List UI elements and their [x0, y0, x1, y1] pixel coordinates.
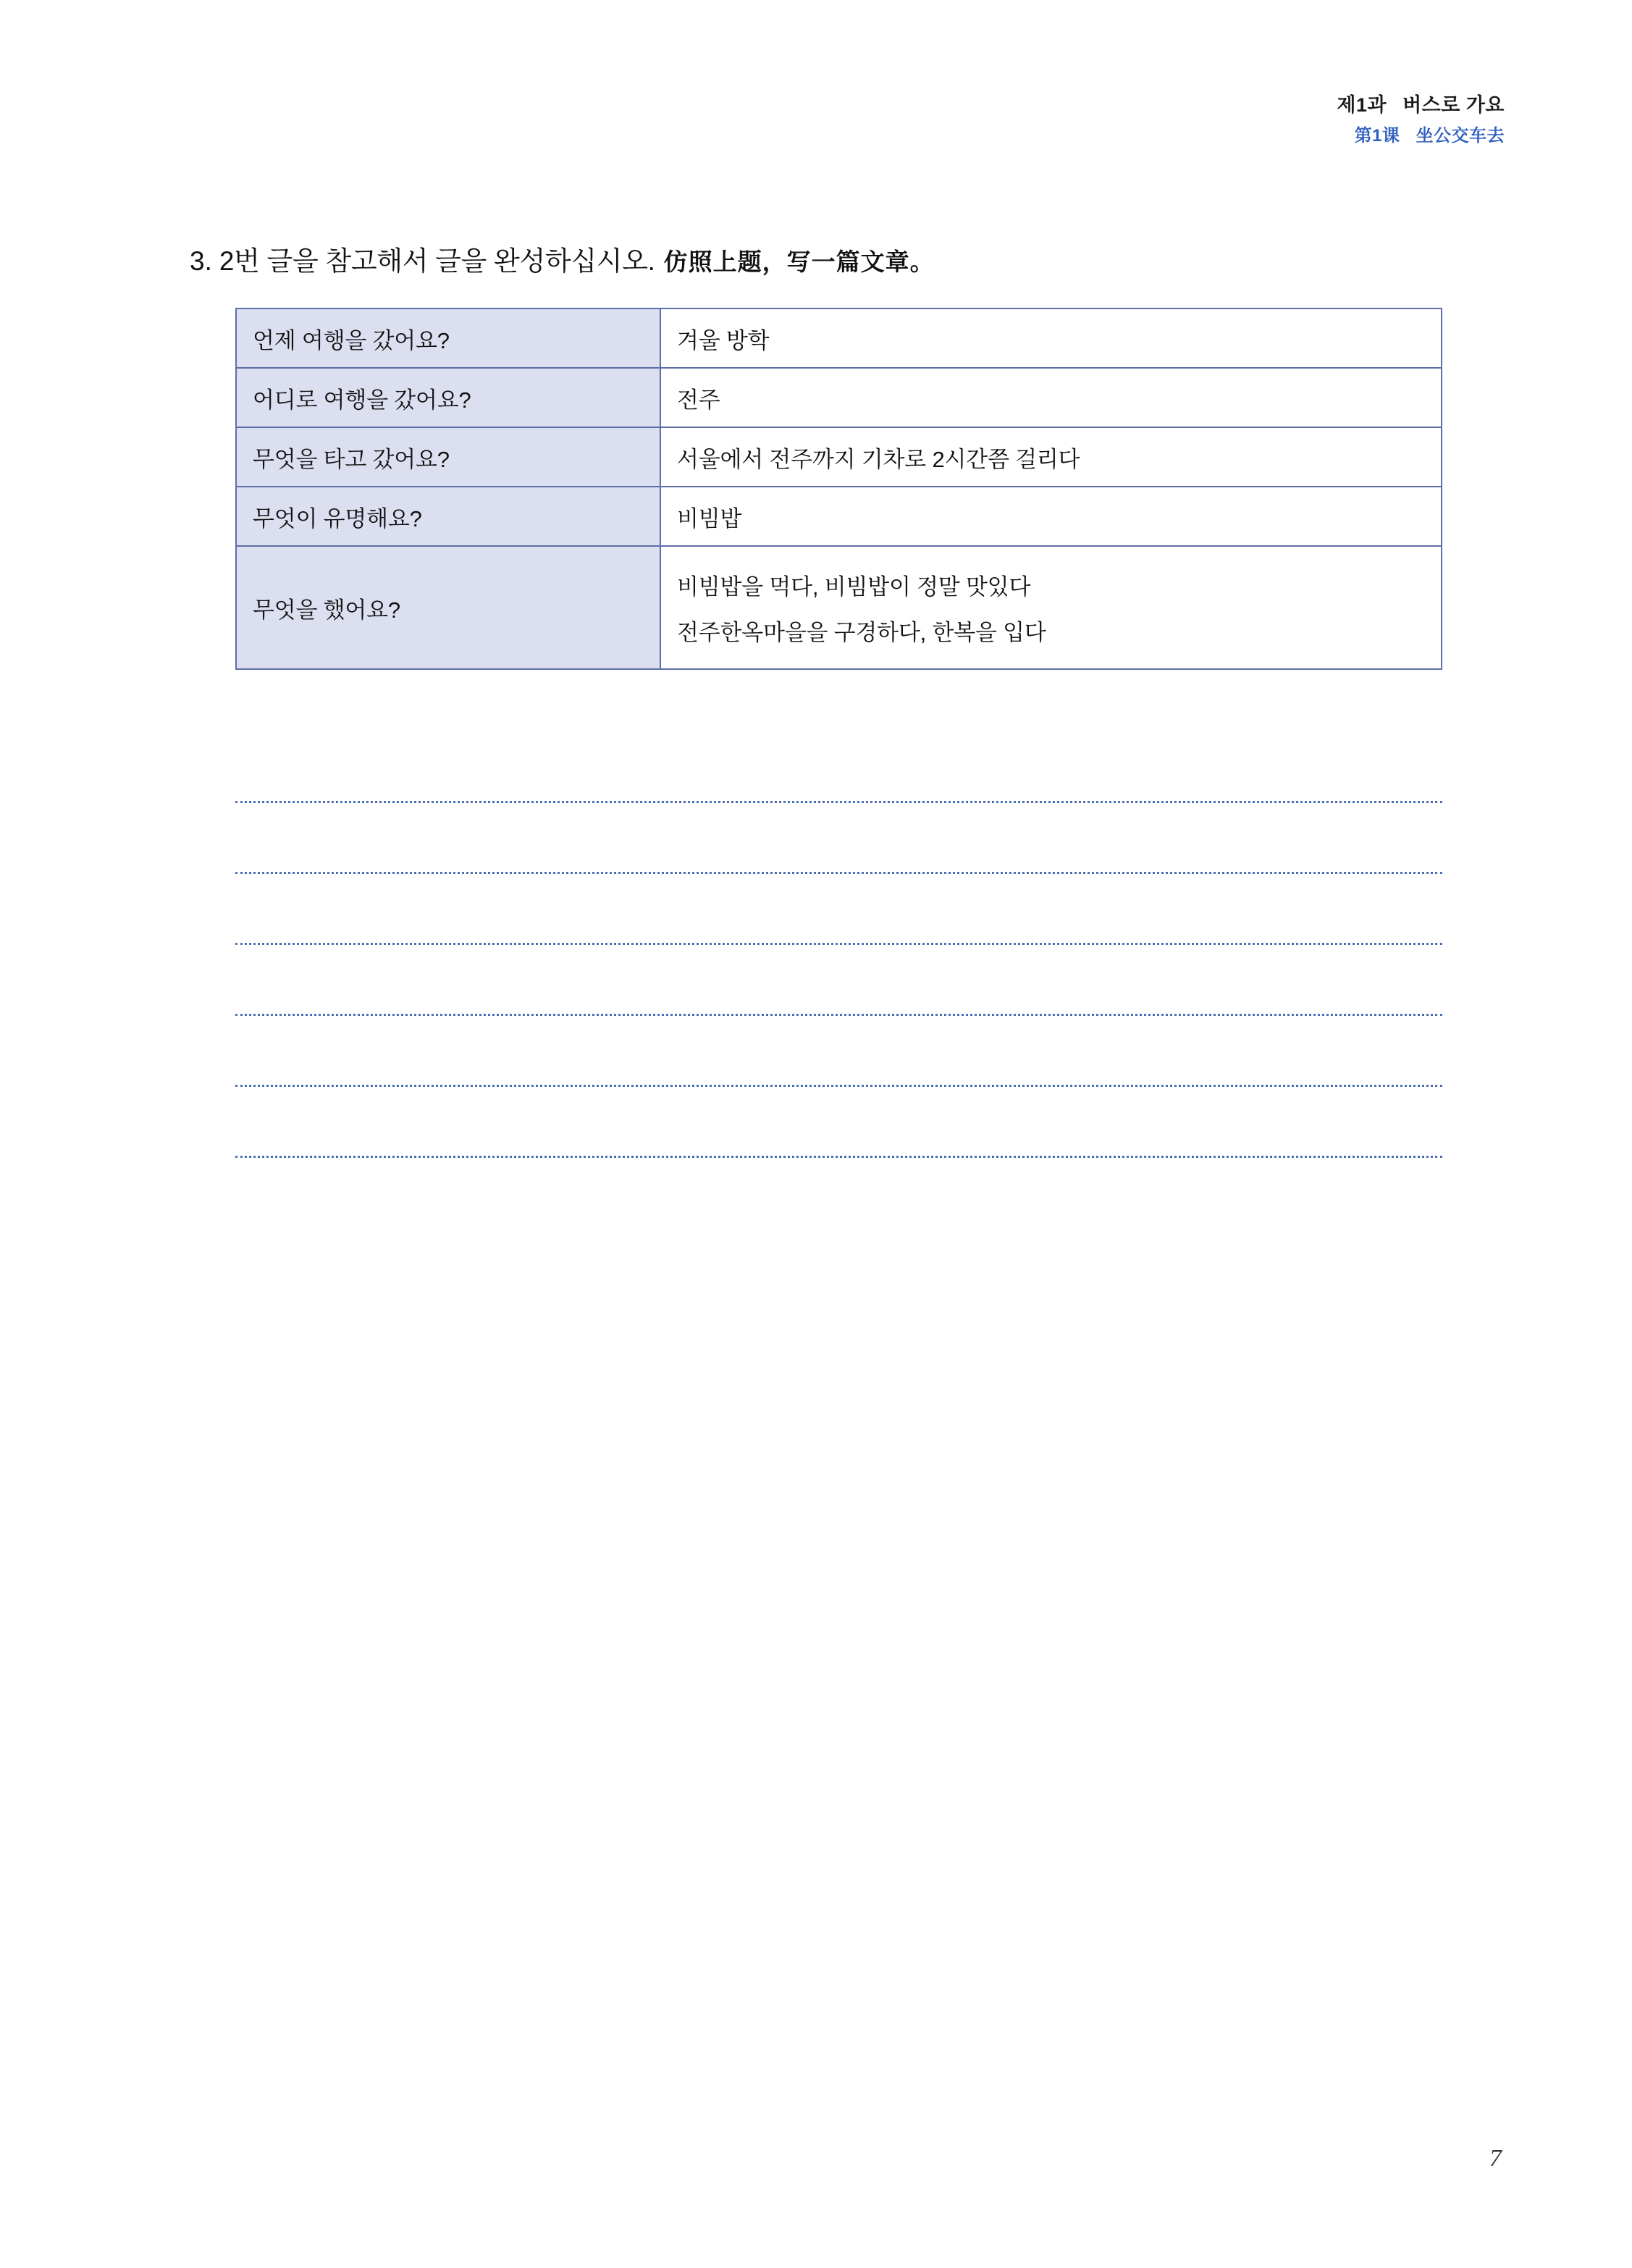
table-row: [236, 368, 1442, 427]
page-header: [1337, 91, 1505, 149]
header-korean-title: 버스로 가요: [1402, 94, 1505, 116]
answer-line: 비빔밥: [677, 505, 742, 532]
table-row: [236, 546, 1442, 669]
header-chinese-line: [1337, 124, 1505, 149]
instruction-line: [190, 239, 935, 278]
table-row: [236, 427, 1442, 487]
answer-line: 겨울 방학: [677, 327, 770, 353]
table-row: [236, 487, 1442, 546]
table-answer-cell: [660, 427, 1442, 487]
answer-line: 전주한옥마을을 구경하다, 한복을 입다: [677, 620, 1046, 645]
table-question-cell: 무엇을 했어요?: [236, 546, 660, 669]
table-answer-cell: [660, 368, 1442, 427]
header-korean-line: [1337, 91, 1505, 119]
qa-table: [235, 308, 1442, 670]
writing-line[interactable]: [235, 872, 1442, 943]
header-chinese-lesson-number: 第1课: [1354, 126, 1400, 146]
writing-line[interactable]: [235, 1156, 1442, 1227]
answer-line: 전주: [677, 387, 720, 413]
writing-area[interactable]: [235, 801, 1442, 1227]
writing-line[interactable]: [235, 801, 1442, 872]
table-question-cell: 무엇이 유명해요?: [236, 487, 660, 546]
writing-line[interactable]: [235, 943, 1442, 1014]
table-answer-cell: [660, 546, 1442, 669]
writing-line[interactable]: [235, 1014, 1442, 1085]
table-question-cell: 어디로 여행을 갔어요?: [236, 368, 660, 427]
instruction-chinese: 仿照上题，写一篇文章。: [663, 248, 935, 275]
table-question-cell: 언제 여행을 갔어요?: [236, 308, 660, 368]
instruction-korean: 2번 글을 참고해서 글을 완성하십시오.: [219, 246, 655, 276]
page-number: 7: [1489, 2145, 1502, 2172]
answer-line: 비빔밥을 먹다, 비빔밥이 정말 맛있다: [677, 574, 1031, 600]
header-korean-lesson-number: 제1과: [1337, 94, 1387, 116]
table-answer-cell: [660, 487, 1442, 546]
header-chinese-title: 坐公交车去: [1416, 126, 1505, 146]
table-row: [236, 308, 1442, 368]
instruction-number: 3.: [190, 246, 212, 276]
table-answer-cell: [660, 308, 1442, 368]
writing-line[interactable]: [235, 1085, 1442, 1156]
table-question-cell: 무엇을 타고 갔어요?: [236, 427, 660, 487]
answer-line: 서울에서 전주까지 기차로 2시간쯤 걸리다: [677, 446, 1080, 472]
